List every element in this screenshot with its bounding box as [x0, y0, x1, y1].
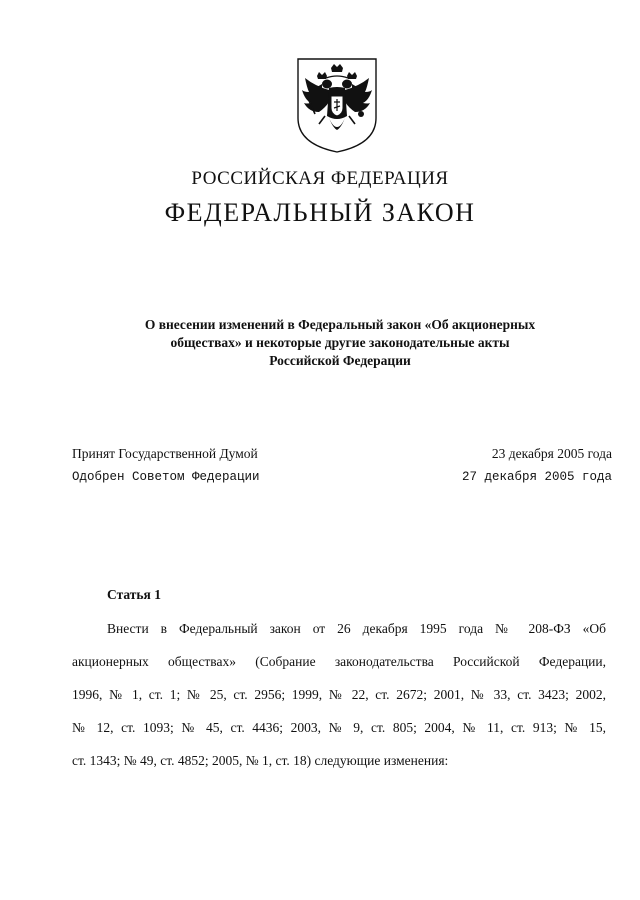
article-body-line: акционерных обществах» (Собрание законодательства Российской Федерации, — [72, 654, 606, 669]
law-title-line: Российской Федерации — [269, 353, 411, 368]
article-body-line: ст. 1343; № 49, ст. 4852; 2005, № 1, ст. 18) следующие изменения: — [72, 753, 449, 768]
law-title-line: обществах» и некоторые другие законодательные акты — [170, 335, 510, 350]
coat-of-arms-icon — [295, 56, 379, 154]
law-title-line: О внесении изменений в Федеральный закон «Об акционерных — [144, 317, 536, 332]
approved-by-council-date: 27 декабря 2005 года — [461, 470, 612, 484]
country-name: РОССИЙСКАЯ ФЕДЕРАЦИЯ — [191, 168, 449, 189]
article-heading: Статья 1 — [107, 587, 161, 602]
law-title — [100, 316, 580, 370]
law-type-heading: ФЕДЕРАЛЬНЫЙ ЗАКОН — [164, 198, 476, 227]
adopted-by-duma-date: 23 декабря 2005 года — [491, 446, 612, 461]
approved-by-council-label: Одобрен Советом Федерации — [72, 470, 260, 484]
article-body-line: 1996, № 1, ст. 1; № 25, ст. 2956; 1999, № 22, ст. 2672; 2001, № 33, ст. 3423; 2002, — [72, 687, 606, 702]
article-body-line: Внести в Федеральный закон от 26 декабря 1995 года № 208-ФЗ «Об — [107, 621, 606, 636]
adopted-by-duma-label: Принят Государственной Думой — [72, 446, 258, 461]
article-body-line: № 12, ст. 1093; № 45, ст. 4436; 2003, № 9, ст. 805; 2004, № 11, ст. 913; № 15, — [72, 720, 606, 735]
article-body — [72, 612, 606, 777]
